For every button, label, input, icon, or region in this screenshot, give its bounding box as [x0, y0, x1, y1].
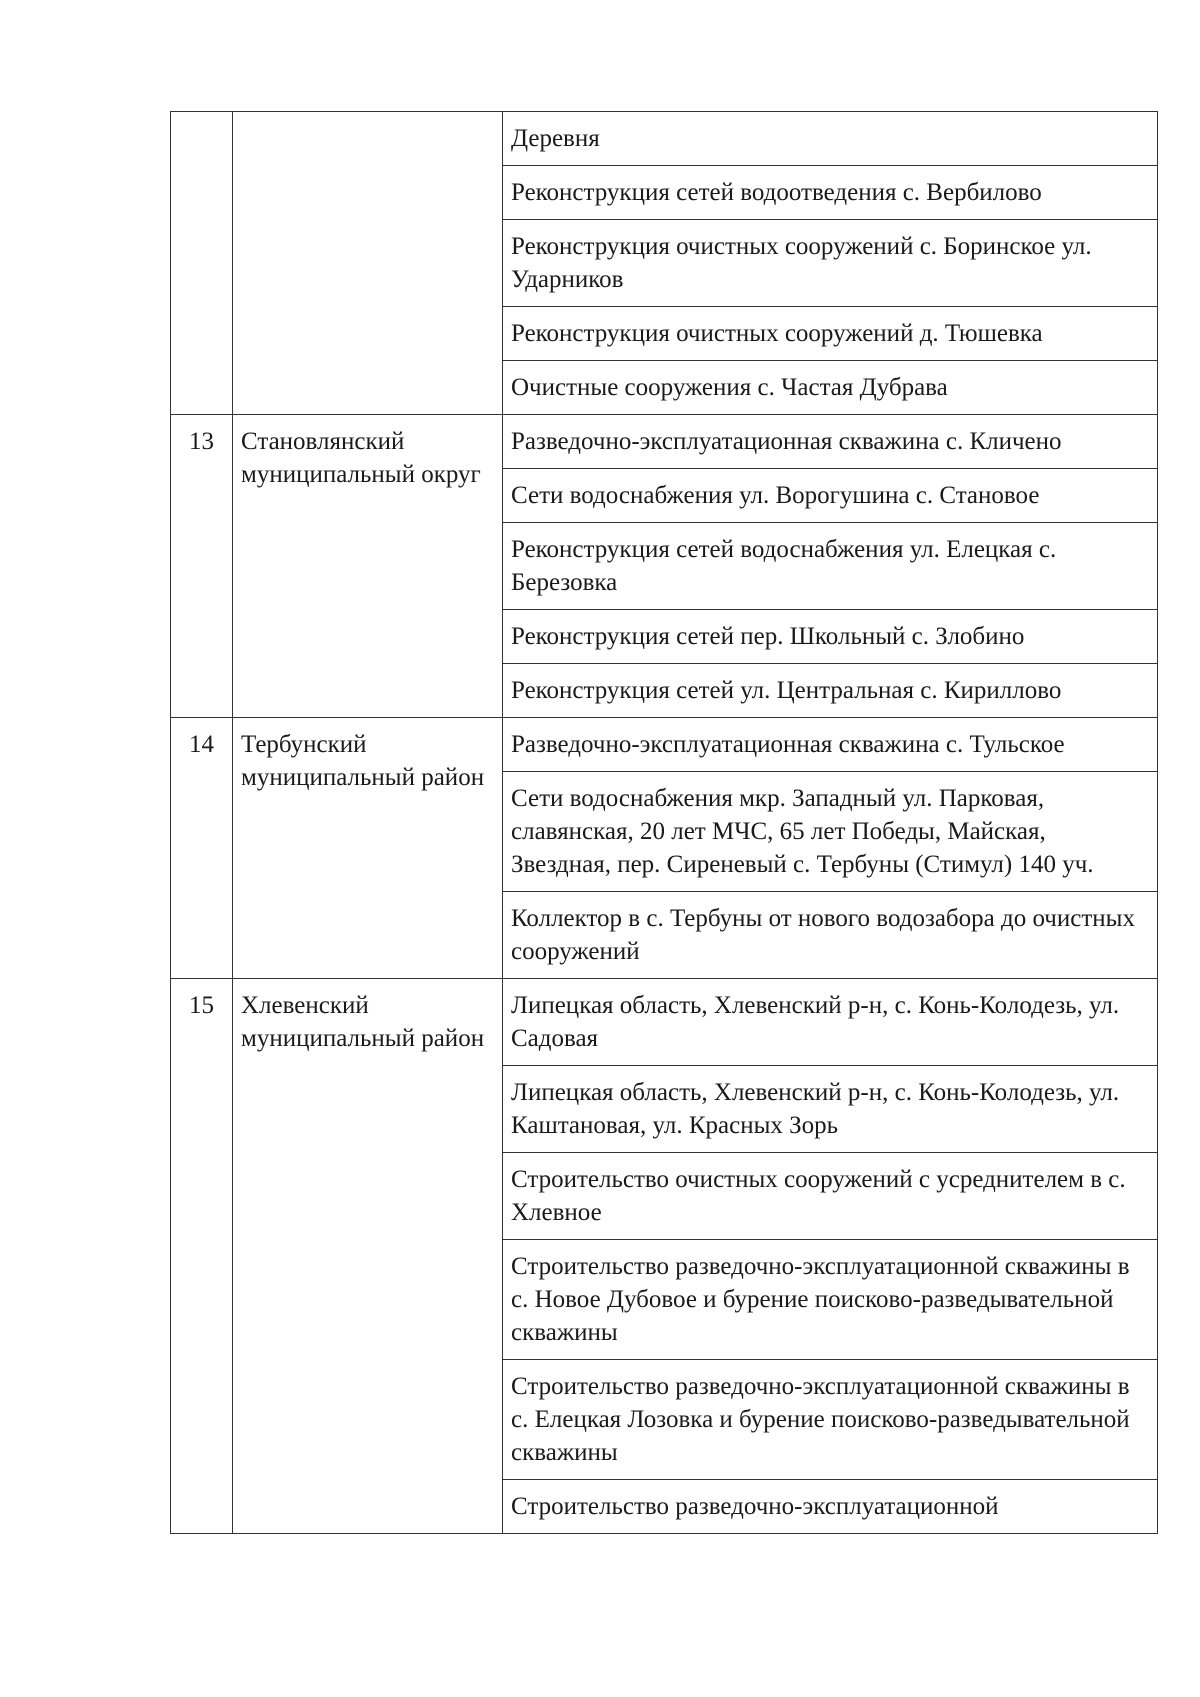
district-cell: Тербунский муниципальный район: [233, 718, 503, 979]
object-cell: Реконструкция сетей водоотведения с. Вербилово: [503, 166, 1158, 220]
object-cell: Реконструкция сетей ул. Центральная с. Кириллово: [503, 664, 1158, 718]
object-cell: Строительство очистных сооружений с усреднителем в с. Хлевное: [503, 1153, 1158, 1240]
object-cell: Деревня: [503, 112, 1158, 166]
district-cell: Хлевенский муниципальный район: [233, 979, 503, 1534]
object-cell: Реконструкция сетей водоснабжения ул. Елецкая с. Березовка: [503, 523, 1158, 610]
table-row: [171, 415, 1158, 469]
object-cell: Строительство разведочно-эксплуатационной скважины в с. Елецкая Лозовка и бурение поисково-разведывательной скважины: [503, 1360, 1158, 1480]
district-cell: [233, 112, 503, 415]
object-cell: Липецкая область, Хлевенский р-н, с. Конь-Колодезь, ул. Садовая: [503, 979, 1158, 1066]
object-cell: Коллектор в с. Тербуны от нового водозабора до очистных сооружений: [503, 892, 1158, 979]
district-cell: Становлянский муниципальный округ: [233, 415, 503, 718]
row-number-cell: [171, 112, 233, 415]
object-cell: Строительство разведочно-эксплуатационной скважины в с. Новое Дубовое и бурение поисково-разведывательной скважины: [503, 1240, 1158, 1360]
object-cell: Сети водоснабжения ул. Ворогушина с. Становое: [503, 469, 1158, 523]
object-cell: Липецкая область, Хлевенский р-н, с. Конь-Колодезь, ул. Каштановая, ул. Красных Зорь: [503, 1066, 1158, 1153]
objects-table: [170, 111, 1158, 1534]
object-cell: Очистные сооружения с. Частая Дубрава: [503, 361, 1158, 415]
row-number-cell: 15: [171, 979, 233, 1534]
object-cell: Строительство разведочно-эксплуатационной: [503, 1480, 1158, 1534]
object-cell: Сети водоснабжения мкр. Западный ул. Парковая, славянская, 20 лет МЧС, 65 лет Победы, Майская, Звездная, пер. Сиреневый с. Тербуны (Стимул) 140 уч.: [503, 772, 1158, 892]
object-cell: Реконструкция очистных сооружений д. Тюшевка: [503, 307, 1158, 361]
table-row: [171, 979, 1158, 1066]
object-cell: Разведочно-эксплуатационная скважина с. Тульское: [503, 718, 1158, 772]
row-number-cell: 14: [171, 718, 233, 979]
object-cell: Реконструкция сетей пер. Школьный с. Злобино: [503, 610, 1158, 664]
object-cell: Реконструкция очистных сооружений с. Боринское ул. Ударников: [503, 220, 1158, 307]
table-row: [171, 112, 1158, 166]
object-cell: Разведочно-эксплуатационная скважина с. Кличено: [503, 415, 1158, 469]
table-row: [171, 718, 1158, 772]
row-number-cell: 13: [171, 415, 233, 718]
